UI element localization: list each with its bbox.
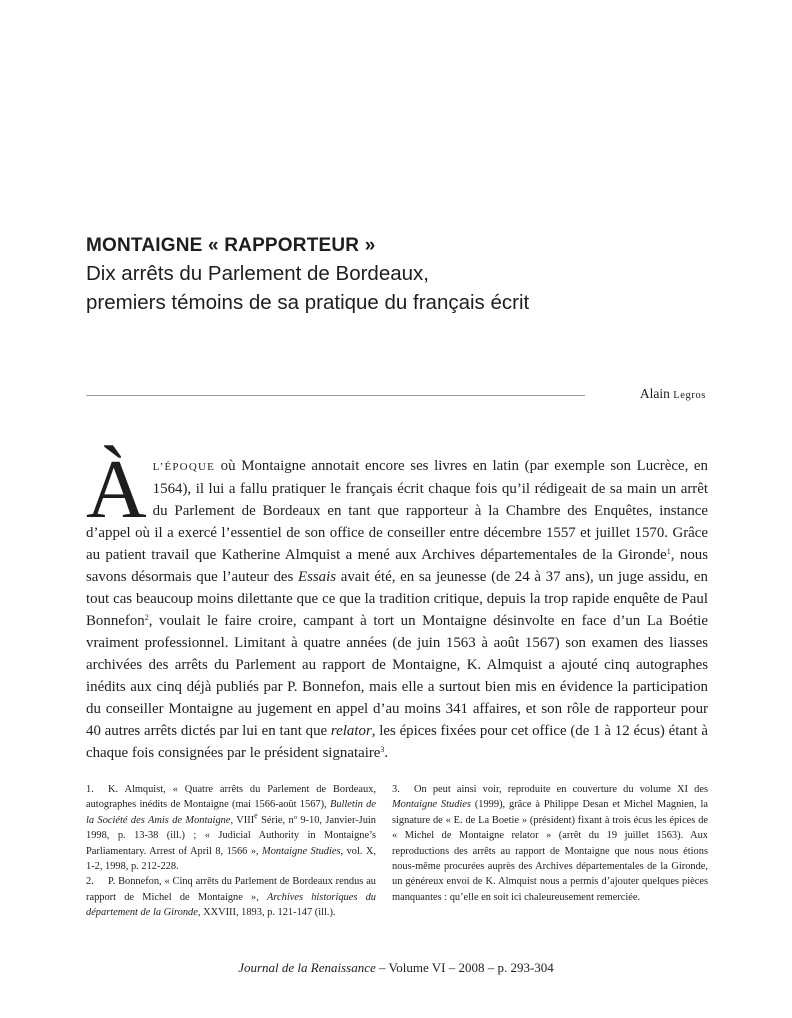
footnote-1-number: 1. — [86, 784, 94, 795]
drop-cap: À — [86, 443, 147, 536]
footnotes-right-column — [392, 782, 708, 905]
footnote-1-sup: e — [254, 810, 258, 820]
author-rule — [86, 395, 585, 396]
footer-journal-name: Journal de la Renaissance — [238, 960, 376, 975]
footnotes-left-column — [86, 782, 376, 921]
footnote-1-text-d: , vol. X, 1-2, 1998, p. 212-228. — [86, 845, 376, 873]
footnote-3-number: 3. — [392, 784, 400, 795]
footnote-1-text-a: K. Almquist, « Quatre arrêts du Parlement de Bordeaux, autographes inédits de Montaigne (mai 1566-août 1567), — [86, 784, 376, 811]
article-subtitle-line2: premiers témoins de sa pratique du français écrit — [86, 291, 530, 314]
footnote-2-text-b: , XXVIII, 1893, p. 121-147 (ill.). — [197, 907, 336, 919]
paragraph-text-1: où Montaigne annotait encore ses livres en latin (par exemple son Lucrèce, en 1564), il lui a fallu pratiquer le français écrit chaque fois qu’il rédigeait de sa main un arrêt du Parlement de Bordeaux en tant que rapporteur à la Chambre des Enquêtes, instance d’appel où il a exercé l’essentiel de son office de conseiller entre décembre 1557 et juillet 1570. Grâce au patient travail que Katherine Almquist a mené aux Archives départementales de la Gironde — [86, 458, 708, 563]
opening-smallcaps: L’ÉPOQUE — [152, 461, 216, 473]
footnote-ref-1[interactable]: 1 — [666, 547, 671, 556]
footnote-3 — [392, 782, 708, 905]
relator-italic: relator — [330, 723, 372, 739]
footnote-1-text-c: Série, nº 9-10, Janvier-Juin 1998, p. 13-38 (ill.) ; « Judicial Authority in Montaigne’s Parliamentary. Arrest of April 8, 1566 », — [86, 814, 376, 857]
author-last-name: Legros — [673, 390, 706, 401]
page-footer — [0, 960, 792, 976]
footnote-2-number: 2. — [86, 876, 94, 888]
paragraph-text-4: , voulait le faire croire, campant à tort un Montaigne désinvolte en face d’un La Boétie vraiment professionnel. Limitant à quatre années (de juin 1563 à août 1567) son examen des liasses archivées des arrêts du Parlement au rapport de Montaigne, K. Almquist a ajouté cinq autographes inédits aux cinq déjà publiés par P. Bonnefon, mais elle a surtout bien mis en évidence la participation du conseiller Montaigne au jugement en appel d’au moins 341 affaires, et son rôle de rapporteur pour 40 autres arrêts dictés par lui en tant que — [86, 613, 708, 739]
footnote-3-text-a: On peut ainsi voir, reproduite en couverture du volume XI des — [414, 784, 708, 795]
paragraph-text-3: avait été, en sa jeunesse (de 24 à 37 ans), un juge assidu, en tout cas beaucoup moins dilettante que ce que la tradition critique, depuis la trop rapide enquête de Paul Bonnefon — [86, 569, 708, 629]
footnote-1 — [86, 782, 376, 874]
footer-volume-pages: – Volume VI – 2008 – p. 293-304 — [375, 960, 554, 975]
footnote-ref-3[interactable]: 3 — [380, 745, 385, 754]
footnote-3-italic-a: Montaigne Studies — [392, 799, 471, 811]
article-title: MONTAIGNE « RAPPORTEUR » — [86, 235, 376, 256]
paragraph-text-5: , les épices fixées pour cet office (de 1 à 12 écus) étant à chaque fois consignées par le président signataire — [86, 723, 708, 761]
paragraph-text-6: . — [384, 745, 389, 761]
footnote-3-text-b: (1999), grâce à Philippe Desan et Michel Magnien, la signature de « E. de La Boetie » (président) fixant à trois écus les épices de « Michel de Montaigne relator » (arrêt du 19 juillet 1563). Aux reproductions des arrêts au rapport de Montaigne que nous nous étions nous-même procurées auprès des Archives départementales de la Gironde, un généreux envoi de K. Almquist nous a permis d’ajouter quelques pièces manquantes : qu’elle en soit ici chaleureusement remerciée. — [392, 799, 708, 903]
main-paragraph — [86, 443, 708, 764]
footnote-1-italic-c: Montaigne Studies — [262, 845, 341, 857]
article-subtitle-line1: Dix arrêts du Parlement de Bordeaux, — [86, 262, 429, 285]
author-first-name: Alain — [639, 386, 670, 401]
paragraph-text-2: , nous savons désormais que l’auteur des — [86, 547, 708, 585]
footnote-2-text-a: P. Bonnefon, « Cinq arrêts du Parlement de Bordeaux rendus au rapport de Michel de Montaigne », — [86, 876, 376, 903]
footnote-1-italic-a: Bulletin de la Société des Amis de Montaigne — [86, 799, 376, 826]
author-name — [640, 386, 706, 402]
footnote-2 — [86, 874, 376, 920]
article-title-block — [86, 233, 726, 317]
essais-italic: Essais — [297, 569, 337, 585]
footnote-1-text-b: , VIII — [230, 814, 255, 826]
footnote-ref-2[interactable]: 2 — [144, 613, 149, 622]
footnote-2-italic-a: Archives historiques du département de la Gironde — [86, 891, 376, 919]
